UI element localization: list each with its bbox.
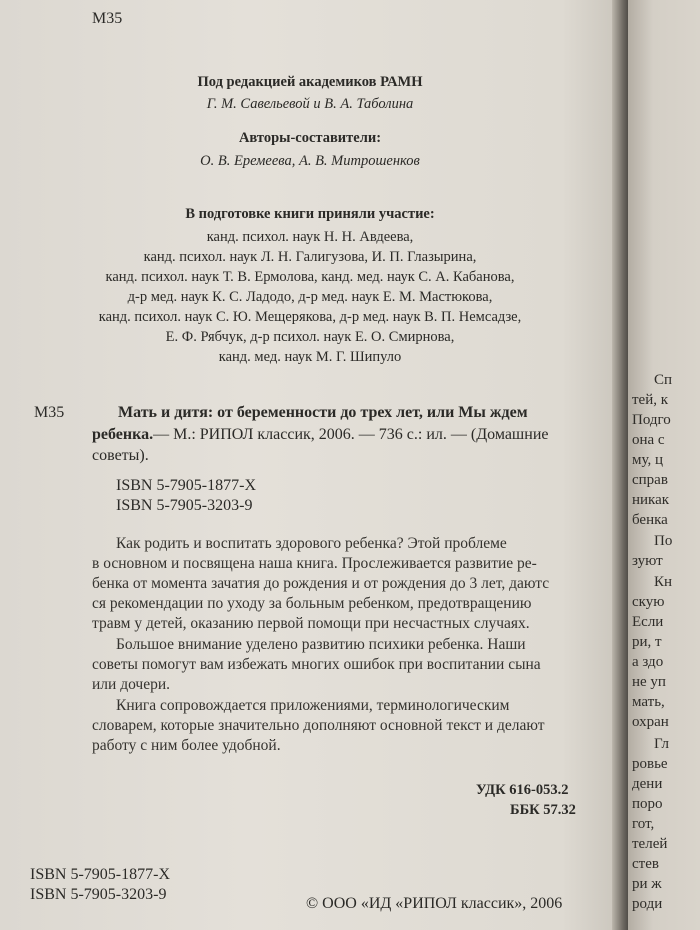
bottom-isbn-2: ISBN 5-7905-3203-9	[30, 886, 167, 903]
right-fragment: скую	[632, 594, 665, 610]
authors-heading: Авторы-составители:	[238, 130, 382, 146]
annotation-line: Как родить и воспитать здорового ребенка? Этой проблеме	[116, 535, 507, 552]
right-fragment: телей	[632, 836, 668, 852]
catalog-line-2	[92, 426, 548, 444]
participant-line: канд. мед. наук М. Г. Шипуло	[218, 349, 402, 365]
participant-line: канд. психол. наук Л. Н. Галигузова, И. П. Глазырина,	[143, 249, 477, 265]
annotation-line: советы помогут вам избежать многих ошибок при воспитании сына	[92, 656, 541, 673]
participant-line: канд. психол. наук С. Ю. Мещерякова, д-р мед. наук В. П. Немсадзе,	[98, 309, 522, 325]
participant-line: Е. Ф. Рябчук, д-р психол. наук Е. О. Смирнова,	[165, 329, 455, 345]
editors-heading: Под редакцией академиков РАМН	[197, 74, 423, 90]
right-fragment: Если	[632, 614, 664, 630]
right-fragment: Кн	[654, 574, 673, 590]
catalog-rest-2: советы).	[92, 447, 149, 464]
right-fragment: дени	[632, 776, 663, 792]
annotation-line: Книга сопровождается приложениями, терминологическим	[116, 697, 510, 714]
right-fragment: охран	[632, 714, 669, 730]
participant-line: канд. психол. наук Н. Н. Авдеева,	[206, 229, 414, 245]
editors-names: Г. М. Савельевой и В. А. Таболина	[206, 96, 414, 112]
right-page	[628, 0, 700, 930]
authors-names: О. В. Еремеева, А. В. Митрошенков	[200, 153, 420, 169]
right-fragment: Гл	[654, 736, 670, 752]
right-fragment: му, ц	[632, 452, 664, 468]
annotation-line: ся рекомендации по уходу за больным ребенком, предотвращению	[92, 595, 532, 612]
right-fragment: зуют	[632, 553, 663, 569]
right-fragment: По	[654, 533, 673, 549]
right-fragment: Подго	[632, 412, 671, 428]
catalog-rest-1: — М.: РИПОЛ классик, 2006. — 736 с.: ил. — (Домашние	[153, 426, 549, 443]
catalog-code: М35	[34, 404, 65, 421]
top-code: М35	[92, 10, 123, 27]
right-fragment: никак	[632, 492, 670, 508]
annotation-line: или дочери.	[92, 676, 171, 693]
isbn-2: ISBN 5-7905-3203-9	[116, 497, 253, 514]
bbk-code: ББК 57.32	[510, 802, 576, 818]
right-fragment: поро	[632, 796, 663, 812]
udk-code: УДК 616-053.2	[476, 782, 569, 798]
right-fragment: ровье	[632, 756, 668, 772]
participant-line: канд. психол. наук Т. В. Ермолова, канд. мед. наук С. А. Кабанова,	[105, 269, 515, 285]
annotation-line: Большое внимание уделено развитию психики ребенка. Наши	[116, 636, 526, 653]
catalog-title: Мать и дитя: от беременности до трех лет, или Мы ждем	[118, 404, 528, 421]
copyright: © ООО «ИД «РИПОЛ классик», 2006	[306, 895, 563, 912]
participant-line: д-р мед. наук К. С. Ладодо, д-р мед. наук Е. М. Мастюкова,	[127, 289, 493, 305]
right-fragment: мать,	[632, 694, 665, 710]
right-fragment: ри ж	[632, 876, 662, 892]
right-fragment: гот,	[632, 816, 655, 832]
annotation-line: в основном и посвящена наша книга. Прослеживается развитие ре-	[92, 555, 537, 572]
right-fragment: справ	[632, 472, 668, 488]
right-fragment: тей, к	[632, 392, 669, 408]
participants-heading: В подготовке книги приняли участие:	[185, 206, 435, 222]
isbn-1: ISBN 5-7905-1877-Х	[116, 477, 256, 494]
right-fragment: роди	[632, 896, 663, 912]
right-fragment: не уп	[632, 674, 666, 690]
bottom-isbn-1: ISBN 5-7905-1877-Х	[30, 866, 170, 883]
right-fragment: а здо	[632, 654, 664, 670]
right-fragment: бенка	[632, 512, 668, 528]
right-fragment: Сп	[654, 372, 673, 388]
annotation-line: бенка от момента зачатия до рождения и от рождения до 3 лет, даютс	[92, 575, 550, 592]
right-fragment: она с	[632, 432, 665, 448]
right-fragment: ри, т	[632, 634, 662, 650]
right-fragment: стев	[632, 856, 659, 872]
annotation-line: словарем, которые значительно дополняют основной текст и делают	[92, 717, 545, 734]
annotation-line: травм у детей, оказанию первой помощи при несчастных случаях.	[92, 615, 530, 632]
annotation-line: работу с ним более удобной.	[92, 737, 281, 754]
catalog-title-end: ребенка.	[92, 426, 154, 443]
